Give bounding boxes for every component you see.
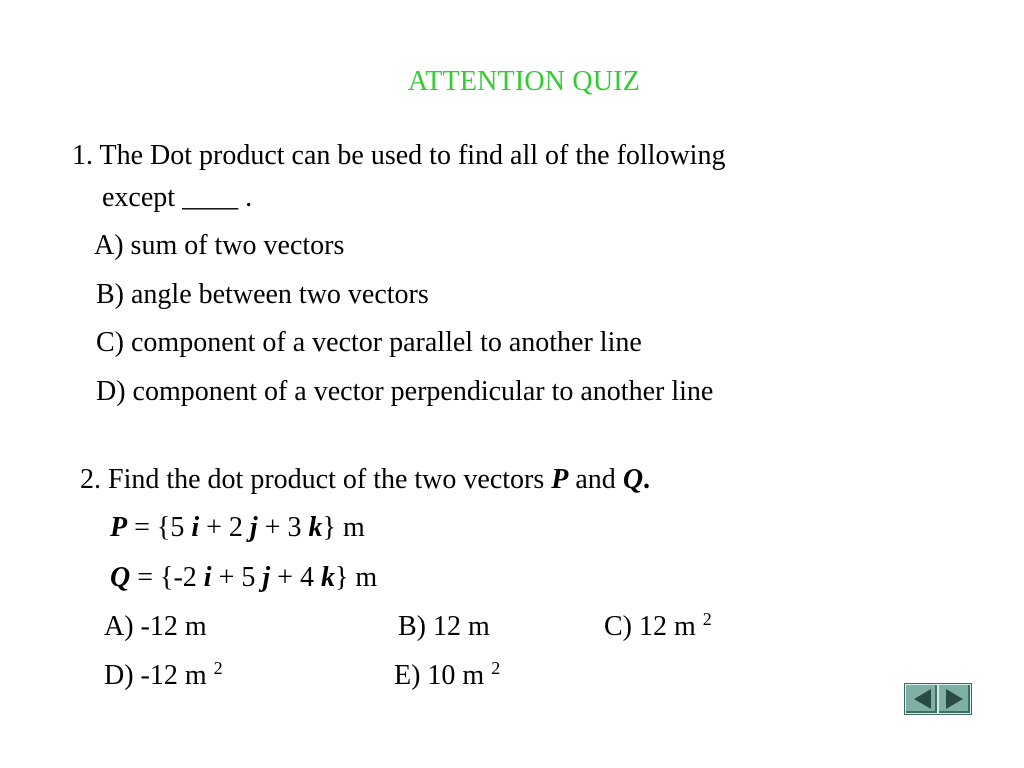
q2-stem-suffix: . [643,464,651,495]
q-k-unit: k [320,562,335,593]
q2-and: and [568,464,623,495]
q1-option-b: B) angle between two vectors [96,279,429,310]
q1-stem-line2: except ____ . [102,182,253,213]
q-eq-part2: + 5 [211,562,263,593]
q1-option-c: C) component of a vector parallel to another line [96,327,642,358]
q1-stem-line1: 1. The Dot product can be used to find all of the following [72,140,726,171]
q-eq-part3: + 4 [270,562,321,593]
q2-answer-d-text: D) -12 m [104,660,214,691]
q2-answer-e [394,660,500,692]
p-j-unit: j [249,512,258,543]
q2-answer-b: B) 12 m [398,611,490,642]
q2-p-equation [110,512,365,544]
p-eq-end: } m [322,512,365,543]
p-symbol: P [110,512,128,543]
q-eq-end: } m [334,562,378,593]
slide-title: ATTENTION QUIZ [407,66,641,97]
q1-option-d: D) component of a vector perpendicular to another line [96,376,714,407]
triangle-left-icon [911,687,933,711]
q2-q-equation [110,562,377,594]
q-symbol: Q [110,562,131,593]
p-eq-part2: + 2 [199,512,250,543]
q-j-unit: j [262,562,271,593]
q-i-unit: i [203,562,212,593]
q2-stem-prefix: 2. Find the dot product of the two vectors [80,464,552,495]
q1-option-a: A) sum of two vectors [94,230,345,261]
q2-answer-d [104,660,223,692]
slide-navigation [904,683,972,715]
p-k-unit: k [308,512,323,543]
q2-vector-q: Q [622,464,644,495]
next-slide-button[interactable] [938,684,971,714]
q2-answer-a: A) -12 m [104,611,207,642]
q2-answer-c-text: C) 12 m [604,611,703,642]
q2-answer-e-text: E) 10 m [394,660,492,691]
q2-vector-p: P [551,464,569,495]
triangle-right-icon [944,687,966,711]
q-eq-part1: = {-2 [130,562,204,593]
q2-answer-d-exponent: 2 [213,658,223,678]
q2-answer-c [604,611,712,643]
p-eq-part1: = {5 [127,512,192,543]
p-eq-part3: + 3 [257,512,309,543]
q2-stem [80,464,650,496]
q2-answer-e-exponent: 2 [491,658,501,678]
p-i-unit: i [191,512,200,543]
q2-answer-c-exponent: 2 [702,609,712,629]
previous-slide-button[interactable] [905,684,938,714]
